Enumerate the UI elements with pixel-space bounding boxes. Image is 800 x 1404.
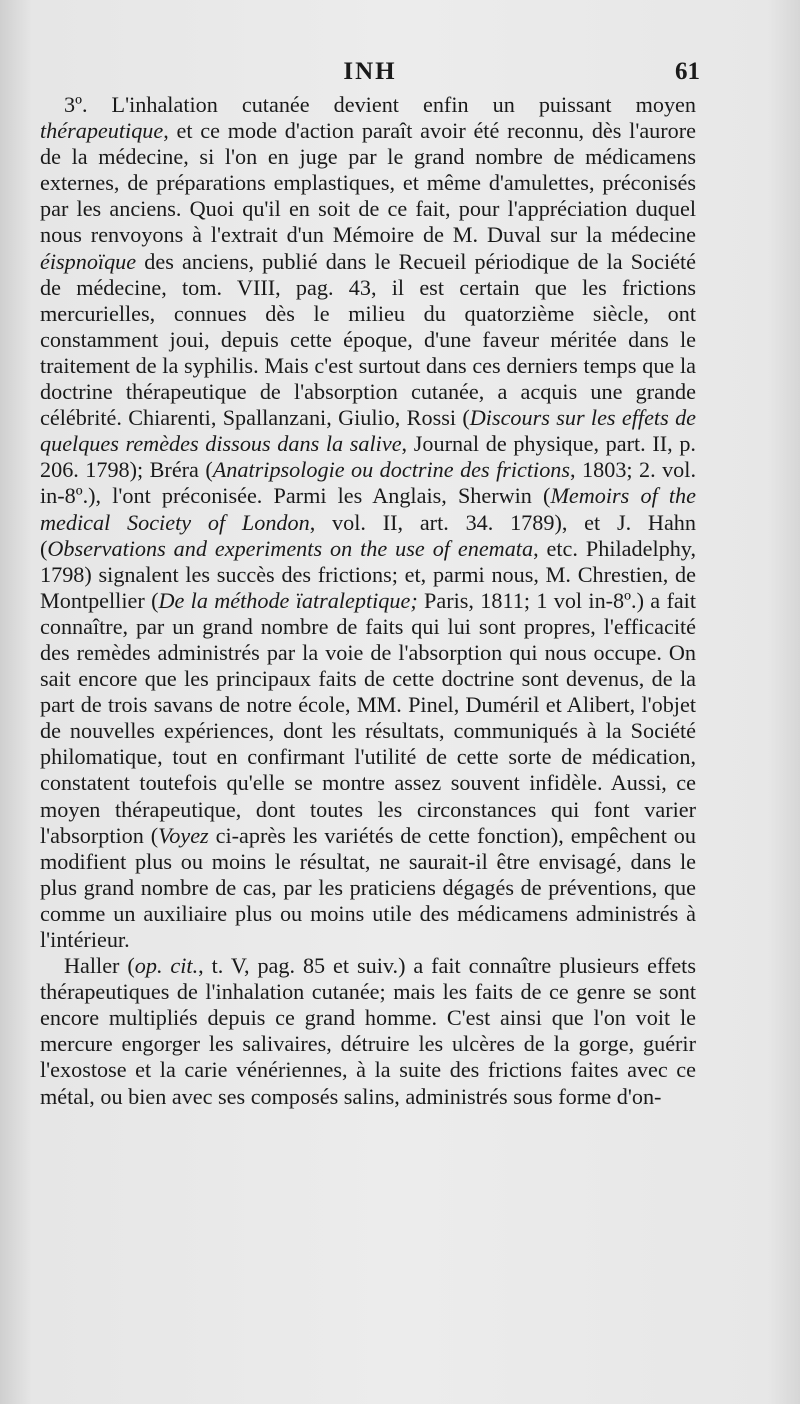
paragraph-1	[40, 92, 696, 953]
text-run: , t. V, pag. 85 et suiv.) a fait connaître plusieurs effets thérapeutiques de l'inhalation cutanée; mais les faits de ce genre se sont encore multipliés depuis ce grand homme. C'est ainsi que l'on voit le mercure engorger les salivaires, détruire les ulcères de la gorge, guérir l'exostose et la carie vénériennes, à la suite des frictions faites avec ce métal, ou bien avec ses composés salins, administrés sous forme d'on-	[40, 953, 696, 1109]
italic-run: op. cit.	[134, 953, 199, 979]
text-run: , vol. II, art. 34. 1789), et J. Hahn (	[40, 509, 696, 561]
italic-run: De la méthode ïatraleptique;	[158, 587, 418, 613]
italic-run: thérapeutique	[40, 118, 164, 144]
header-title: INH	[343, 58, 397, 85]
italic-run: Observations and experiments on the use of enemata	[47, 535, 534, 561]
text-run: 3º. L'inhalation cutanée devient enfin un puissant moyen	[64, 92, 696, 117]
text-run: Paris, 1811; 1 vol in-8º.) a fait connaître, par un grand nombre de faits qui lui sont propres, l'efficacité des remèdes administrés par la voie de l'absorption qui nous occupe. On sait encore que les principaux faits de cette doctrine sont devenus, de la part de trois savans de notre école, MM. Pinel, Duméril et Alibert, l'objet de nouvelles expériences, dont les résultats, communiqués à la Société philomatique, tout en confirmant l'utilité de cette sorte de médication, constatent toutefois qu'elle se montre assez souvent infidèle. Aussi, ce moyen thérapeutique, dont toutes les circonstances qui font varier l'absorption (	[40, 587, 697, 848]
running-header	[40, 58, 700, 88]
italic-run: Anatripsologie ou doctrine des frictions	[212, 457, 571, 483]
paragraph-2	[40, 953, 696, 1110]
body-text	[40, 92, 696, 1110]
italic-run: éispnoïque	[40, 248, 137, 274]
text-run: , et ce mode d'action paraît avoir été reconnu, dès l'aurore de la médecine, si l'on en juge par le grand nombre de médicamens externes, de préparations emplastiques, et même d'amulettes, préconisés par les anciens. Quoi qu'il en soit de ce fait, pour l'appréciation duquel nous renvoyons à l'extrait d'un Mémoire de M. Duval sur la médecine	[40, 118, 696, 248]
italic-run: Memoirs of the medical Society of London	[40, 483, 696, 535]
text-run: ci-après les variétés de cette fonction), empêchent ou modifient plus ou moins le résultat, ne saurait-il être envisagé, dans le plus grand nombre de cas, par les praticiens dégagés de préventions, que comme un auxiliaire plus ou moins utile des médicamens administrés à l'intérieur.	[40, 822, 696, 952]
text-run: , Journal de physique, part. II, p. 206. 1798); Bréra (	[40, 431, 696, 483]
italic-run: Discours sur les effets de quelques remèdes dissous dans la salive	[40, 405, 697, 457]
text-run: Haller (	[64, 953, 135, 979]
page-number: 61	[675, 58, 700, 85]
text-run: , 1803; 2. vol. in-8º.), l'ont préconisée. Parmi les Anglais, Sherwin (	[40, 457, 696, 509]
italic-run: Voyez	[158, 822, 209, 848]
text-run: des anciens, publié dans le Recueil périodique de la Société de médecine, tom. VIII, pag. 43, il est certain que les frictions mercurielles, connues dès le milieu du quatorzième siècle, ont constamment joui, depuis cette époque, d'une faveur méritée dans le traitement de la syphilis. Mais c'est surtout dans ces derniers temps que la doctrine thérapeutique de l'absorption cutanée, a acquis une grande célébrité. Chiarenti, Spallanzani, Giulio, Rossi (	[40, 248, 696, 431]
text-run: , etc. Philadelphy, 1798) signalent les succès des frictions; et, parmi nous, M. Chrestien, de Montpellier (	[40, 535, 696, 613]
